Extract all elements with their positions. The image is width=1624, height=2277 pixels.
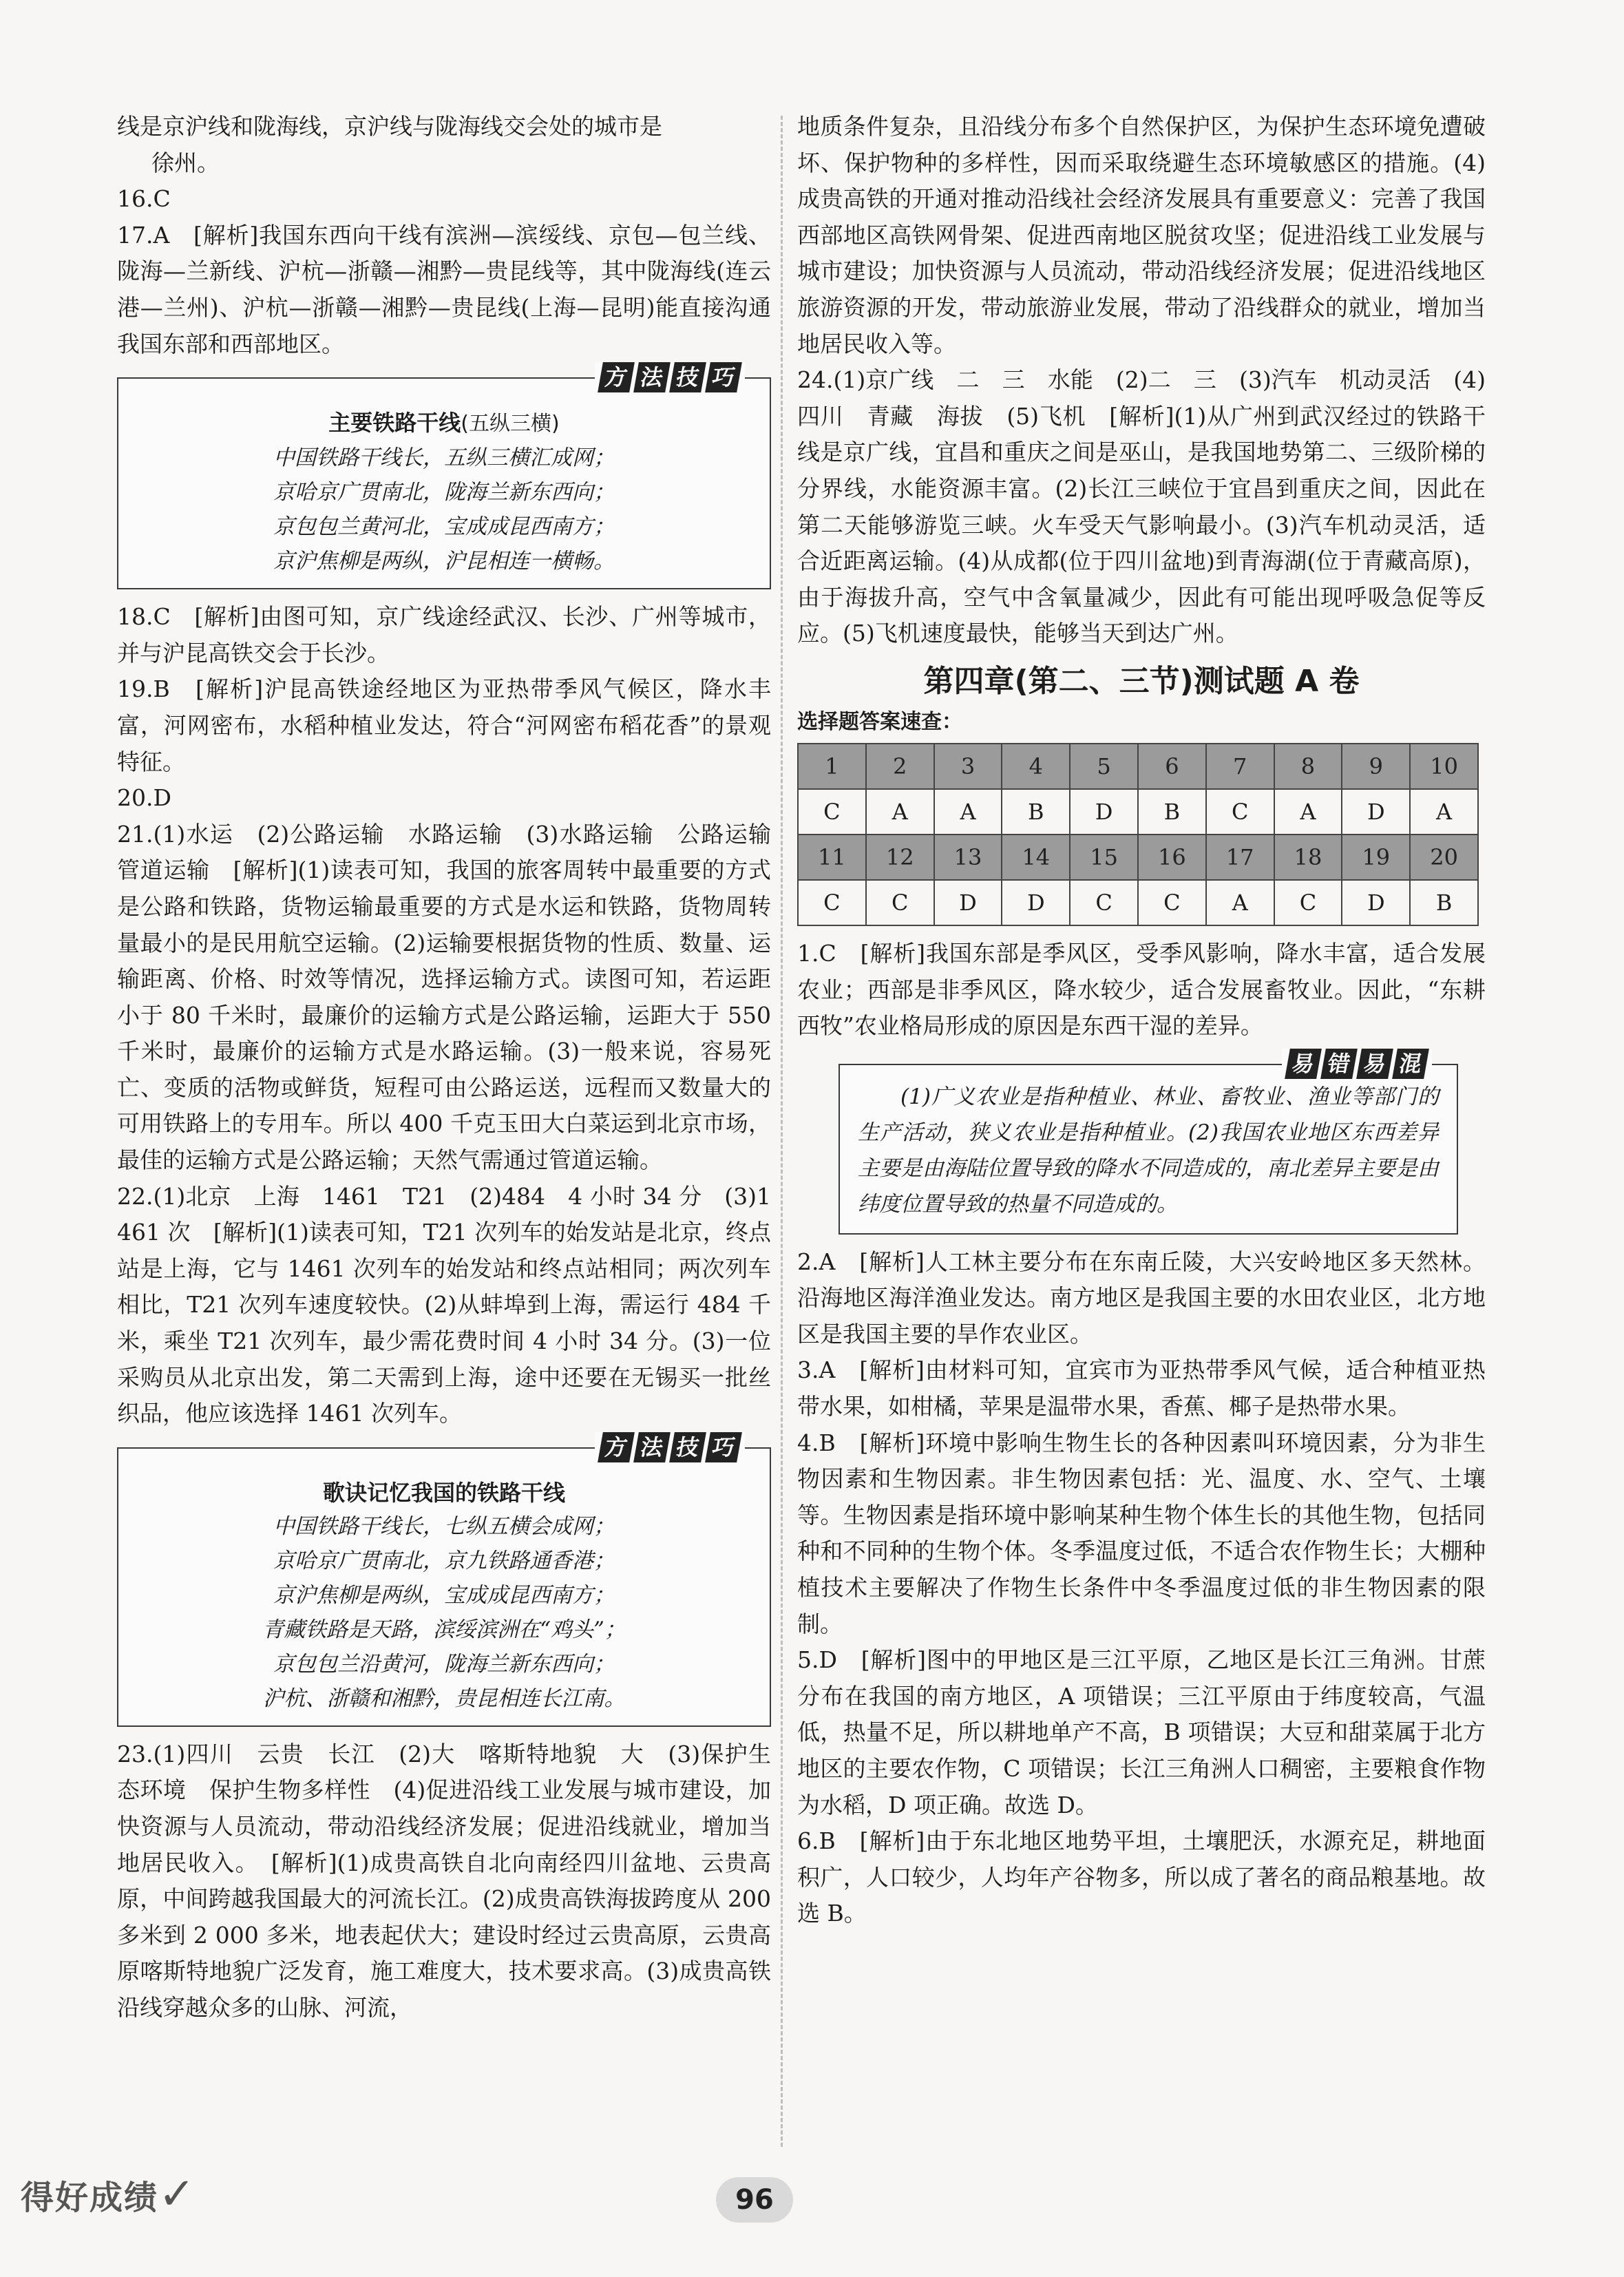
badge-char: 法 [633, 1432, 671, 1462]
answer-table-cell: 19 [1342, 835, 1410, 880]
answer-21: 21.(1)水运 (2)公路运输 水路运输 (3)水路运输 公路运输 管道运输 [解析](1)读表可知，我国的旅客周转中最重要的方式是公路和铁路，货物运输最重要的方式是水运和铁路，货物周转量最小的是民用航空运输。(2)运输要根据货物的性质、数量、运输距离、价格、时效等情况，选择运输方式。读图可知，若运距小于 80 千米时，最廉价的运输方式是公路运输，运距大于 550 千米时，最廉价的运输方式是水路运输。(3)一般来说，容易死亡、变质的活物或鲜货，短程可由公路运送，远程而又数量大的可用铁路上的专用车。所以 400 千克玉田大白菜运到北京市场，最佳的运输方式是公路运输；天然气需通过管道运输。 [117, 820, 794, 1174]
answer-19: 19.B [解析]沪昆高铁途经地区为亚热带季风气候区，降水丰富，河网密布，水稻种植业发达，符合“河网密布稻花香”的景观特征。 [117, 675, 771, 775]
answer-table-cell: 13 [934, 835, 1002, 880]
answer-table-cell: 10 [1410, 744, 1478, 789]
quick-answer-label: 选择题答案速查： [797, 709, 962, 734]
answer-table-cell: D [1342, 789, 1410, 835]
verse-line: 京沪焦柳是两纵，宝成成昆西南方； [273, 1582, 615, 1608]
page-number: 96 [716, 2177, 793, 2223]
answer-table-cell: 12 [866, 835, 934, 880]
answer-table-cell: 18 [1274, 835, 1342, 880]
answer-1: 1.C [解析]我国东部是季风区，受季风影响，降水丰富，适合发展农业；西部是非季风区，降水较少，适合发展畜牧业。因此，“东耕西牧”农业格局形成的原因是东西干湿的差异。 [797, 939, 1486, 1040]
badge-char: 方 [598, 1432, 635, 1462]
answer-table-cell: 20 [1410, 835, 1478, 880]
badge-char: 巧 [705, 362, 742, 392]
check-mark-icon: ✓ [158, 2169, 197, 2220]
answer-6: 6.B [解析]由于东北地区地势平坦，土壤肥沃，水源充足，耕地面积广，人口较少，人均年产谷物多，所以成了著名的商品粮基地。故选 B。 [797, 1827, 1486, 1927]
answer-table-cell: 14 [1002, 835, 1070, 880]
answer-table-cell: 3 [934, 744, 1002, 789]
tip-title-sub: (五纵三横) [461, 412, 560, 437]
answer-2: 2.A [解析]人工林主要分布在东南丘陵，大兴安岭地区多天然林。沿海地区海洋渔业发达。南方地区是我国主要的水田农业区，北方地区是我国主要的旱作农业区。 [797, 1248, 1486, 1347]
tip-title-main: 主要铁路干线 [328, 410, 461, 437]
answer-23: 23.(1)四川 云贵 长江 (2)大 喀斯特地貌 大 (3)保护生态环境 保护生物多样性 (4)促进沿线工业发展与城市建设，加快资源与人员流动，带动沿线经济发展；促进沿线就业，增加当地居民收入。 [解析](1)成贵高铁自北向南经四川盆地、云贵高原，中间跨越我国最大的河流长江。(2)成贵高铁海拔跨度从 200 多米到 2 000 多米，地表起伏大；建设时经过云贵高原，云贵高原喀斯特地貌广泛发育，施工难度大，技术要求高。(3)成贵高铁沿线穿越众多的山脉、河流， [117, 1740, 771, 2021]
answer-table-cell: C [1274, 880, 1342, 925]
answer-table-cell: 11 [798, 835, 866, 880]
verse-line: 中国铁路干线长，七纵五横会成网； [273, 1513, 615, 1539]
answer-table-cell: C [1070, 880, 1138, 925]
right-column [797, 109, 1486, 1932]
continuation-paragraph: 地质条件复杂，且沿线分布多个自然保护区，为保护生态环境免遭破坏、保护物种的多样性，因而采取绕避生态环境敏感区的措施。(4)成贵高铁的开通对推动沿线社会经济发展具有重要意义：完善了我国西部地区高铁网骨架、促进西南地区脱贫攻坚；促进沿线工业发展与城市建设；加快资源与人员流动，带动沿线经济发展；促进沿线地区旅游资源的开发，带动旅游业发展，带动了沿线群众的就业，增加当地居民收入等。 [797, 113, 1486, 357]
method-tip-box-mnemonic [117, 1434, 771, 1727]
answer-table-answer-row [798, 880, 1478, 925]
answer-table-cell: A [1274, 789, 1342, 835]
badge-char: 方 [598, 362, 635, 392]
answer-table-cell: 7 [1206, 744, 1274, 789]
method-tip-box-railways [117, 364, 771, 589]
badge-char: 易 [1285, 1049, 1322, 1079]
answer-3: 3.A [解析]由材料可知，宜宾市为亚热带季风气候，适合种植亚热带水果，如柑橘，苹果是温带水果，香蕉、椰子是热带水果。 [797, 1356, 1486, 1420]
answer-table-cell: 15 [1070, 835, 1138, 880]
answer-table-cell: C [866, 880, 934, 925]
answer-table-cell: B [1138, 789, 1206, 835]
method-tip-badge [595, 362, 745, 392]
verse-line: 京包包兰黄河北，宝成成昆西南方； [273, 514, 615, 540]
verse-line: 京哈京广贯南北，陇海兰新东西向； [273, 480, 615, 505]
answer-16: 16.C [117, 185, 171, 213]
brand-logo [21, 2169, 197, 2220]
answer-table-cell: 4 [1002, 744, 1070, 789]
continuation-paragraph: 线是京沪线和陇海线，京沪线与陇海线交会处的城市是 [117, 113, 662, 140]
answer-table-cell: B [1002, 789, 1070, 835]
answer-table-cell: 1 [798, 744, 866, 789]
answer-table-cell: 16 [1138, 835, 1206, 880]
answer-table-cell: A [1206, 880, 1274, 925]
answer-4: 4.B [解析]环境中影响生物生长的各种因素叫环境因素，分为非生物因素和生物因素。非生物因素包括：光、温度、水、空气、土壤等。生物因素是指环境中影响某种生物个体生长的其他生物，包括同种和不同种的生物个体。冬季温度过低，不适合农作物生长；大棚种植技术主要解决了作物生长条件中冬季温度过低的非生物因素的限制。 [797, 1429, 1486, 1637]
answer-table-cell: 5 [1070, 744, 1138, 789]
answer-table-cell: B [1410, 880, 1478, 925]
answer-table-cell: D [1070, 789, 1138, 835]
answer-table [797, 743, 1479, 926]
verse-line: 青藏铁路是天路，滨绥滨洲在“鸡头”； [262, 1617, 626, 1642]
answer-table-number-row [798, 835, 1478, 880]
answer-table-cell: 8 [1274, 744, 1342, 789]
answer-table-cell: A [934, 789, 1002, 835]
verse-line: 中国铁路干线长，五纵三横汇成网； [273, 445, 615, 471]
answer-table-cell: 6 [1138, 744, 1206, 789]
method-tip-badge [595, 1432, 745, 1462]
badge-char: 混 [1392, 1049, 1429, 1079]
chapter-title: 第四章(第二、三节)测试题 A 卷 [923, 663, 1360, 699]
continuation-paragraph-end: 徐州。 [151, 149, 220, 176]
badge-char: 易 [1356, 1049, 1393, 1079]
answer-table-cell: 17 [1206, 835, 1274, 880]
common-mistake-text: (1)广义农业是指种植业、林业、畜牧业、渔业等部门的生产活动，狭义农业是指种植业。(2)我国农业地区东西差异主要是由海陆位置导致的降水不同造成的，南北差异主要是由纬度位置导致的热量不同造成的。 [858, 1084, 1439, 1217]
answer-5: 5.D [解析]图中的甲地区是三江平原，乙地区是长江三角洲。甘蔗分布在我国的南方地区，A 项错误；三江平原由于纬度较高，气温低，热量不足，所以耕地单产不高，B 项错误；大豆和甜菜属于北方地区的主要农作物，C 项错误；长江三角洲人口稠密，主要粮食作物为水稻，D 项正确。故选 D。 [797, 1646, 1486, 1818]
answer-table-cell: C [798, 880, 866, 925]
badge-char: 错 [1320, 1049, 1358, 1079]
verse-line: 京沪焦柳是两纵，沪昆相连一横畅。 [273, 549, 615, 574]
answer-table-cell: C [798, 789, 866, 835]
answer-24: 24.(1)京广线 二 三 水能 (2)二 三 (3)汽车 机动灵活 (4)四川 青藏 海拔 (5)飞机 [解析](1)从广州到武汉经过的铁路干线是京广线，宜昌和重庆之间是巫山，是我国地势第二、三级阶梯的分界线，水能资源丰富。(2)长江三峡位于宜昌到重庆之间，因此在第二天能够游览三峡。火车受天气影响最小。(3)汽车机动灵活，适合近距离运输。(4)从成都(位于四川盆地)到青海湖(位于青藏高原)，由于海拔升高，空气中含氧量减少，因此有可能出现呼吸急促等反应。(5)飞机速度最快，能够当天到达广州。 [797, 366, 1486, 647]
tip-title: 歌诀记忆我国的铁路干线 [322, 1479, 565, 1506]
answer-17: 17.A [解析]我国东西向干线有滨洲—滨绥线、京包—包兰线、陇海—兰新线、沪杭—浙赣—湘黔—贵昆线等，其中陇海线(连云港—兰州)、沪杭—浙赣—湘黔—贵昆线(上海—昆明)能直接沟通我国东部和西部地区。 [117, 221, 771, 357]
answer-table-number-row [798, 744, 1478, 789]
answer-table-cell: D [1002, 880, 1070, 925]
verse-line: 沪杭、浙赣和湘黔，贵昆相连长江南。 [262, 1686, 626, 1711]
answer-22: 22.(1)北京 上海 1461 T21 (2)484 4 小时 34 分 (3)1461 次 [解析](1)读表可知，T21 次列车的始发站是北京，终点站是上海，它与 1461 次列车的始发站和终点站相同；两次列车相比，T21 次列车速度较快。(2)从蚌埠到上海，需运行 484 千米，乘坐 T21 次列车，最少需花费时间 4 小时 34 分。(3)一位采购员从北京出发，第二天需到上海，途中还要在无锡买一批丝织品，他应该选择 1461 次列车。 [117, 1182, 771, 1427]
left-column [117, 109, 794, 2026]
common-mistake-badge [1282, 1049, 1432, 1079]
answer-18: 18.C [解析]由图可知，京广线途经武汉、长沙、广州等城市，并与沪昆高铁交会于长沙。 [117, 603, 771, 667]
answer-table-answer-row [798, 789, 1478, 835]
brand-logo-text: 得好成绩 [21, 2179, 159, 2217]
badge-char: 技 [669, 1432, 706, 1462]
answer-table-cell: C [1206, 789, 1274, 835]
badge-char: 法 [633, 362, 671, 392]
answer-table-cell: A [866, 789, 934, 835]
column-divider [781, 116, 783, 2147]
answer-20: 20.D [117, 784, 171, 812]
common-mistake-box [839, 1050, 1458, 1235]
badge-char: 技 [669, 362, 706, 392]
badge-char: 巧 [705, 1432, 742, 1462]
answer-table-cell: D [1342, 880, 1410, 925]
answer-table-cell: A [1410, 789, 1478, 835]
answer-table-cell: C [1138, 880, 1206, 925]
verse-line: 京包包兰沿黄河，陇海兰新东西向； [273, 1651, 615, 1677]
verse-line: 京哈京广贯南北，京九铁路通香港； [273, 1548, 615, 1573]
answer-table-cell: D [934, 880, 1002, 925]
answer-table-cell: 2 [866, 744, 934, 789]
answer-table-cell: 9 [1342, 744, 1410, 789]
